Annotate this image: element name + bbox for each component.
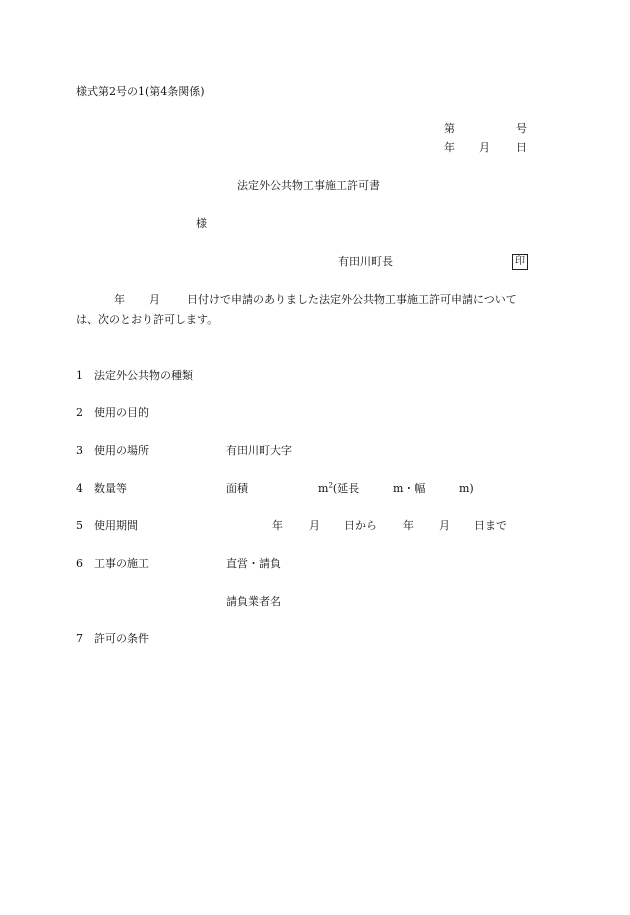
item-6-number: 6	[76, 557, 83, 570]
contractor-name-label: 請負業者名	[226, 595, 281, 608]
area-label: 面積	[226, 482, 248, 495]
item-4-label: 数量等	[94, 482, 127, 495]
width-label: m・幅	[393, 482, 426, 495]
date-day: 日	[516, 141, 527, 154]
body-line2: は、次のとおり許可します。	[76, 313, 219, 326]
period-end-day: 日まで	[474, 519, 507, 532]
doc-number-suffix: 号	[516, 122, 527, 135]
date-month: 月	[479, 141, 490, 154]
doc-number-prefix: 第	[444, 122, 455, 135]
item-2-number: 2	[76, 406, 83, 419]
item-1-label: 法定外公共物の種類	[94, 369, 193, 382]
item-2-label: 使用の目的	[94, 406, 149, 419]
seal-stamp: 印	[512, 254, 528, 270]
width-close: m)	[459, 482, 474, 495]
item-7-number: 7	[76, 632, 83, 645]
period-start-day: 日から	[344, 519, 377, 532]
body-year: 年	[114, 293, 125, 306]
period-end-month: 月	[439, 519, 450, 532]
item-7-label: 許可の条件	[94, 632, 149, 645]
length-open: (延長	[332, 482, 360, 495]
item-5-number: 5	[76, 519, 83, 532]
square-meter-unit: m	[318, 482, 329, 495]
form-number: 様式第2号の1(第4条関係)	[76, 85, 205, 98]
item-3-number: 3	[76, 444, 83, 457]
body-month: 月	[149, 293, 160, 306]
item-4-number: 4	[76, 482, 83, 495]
square-superscript: 2	[328, 481, 333, 490]
item-1-number: 1	[76, 369, 83, 382]
document-title: 法定外公共物工事施工許可書	[237, 179, 380, 192]
period-start-year: 年	[272, 519, 283, 532]
item-6-label: 工事の施工	[94, 557, 149, 570]
item-3-value: 有田川町大字	[226, 444, 292, 457]
period-end-year: 年	[403, 519, 414, 532]
addressee-suffix: 様	[196, 217, 207, 230]
period-start-month: 月	[309, 519, 320, 532]
date-year: 年	[444, 141, 455, 154]
issuer-name: 有田川町長	[338, 255, 393, 268]
body-line1: 日付けで申請のありました法定外公共物工事施工許可申請について	[187, 293, 517, 306]
item-5-label: 使用期間	[94, 519, 138, 532]
construction-method: 直営・請負	[226, 557, 281, 570]
item-3-label: 使用の場所	[94, 444, 149, 457]
area-unit	[318, 482, 359, 496]
